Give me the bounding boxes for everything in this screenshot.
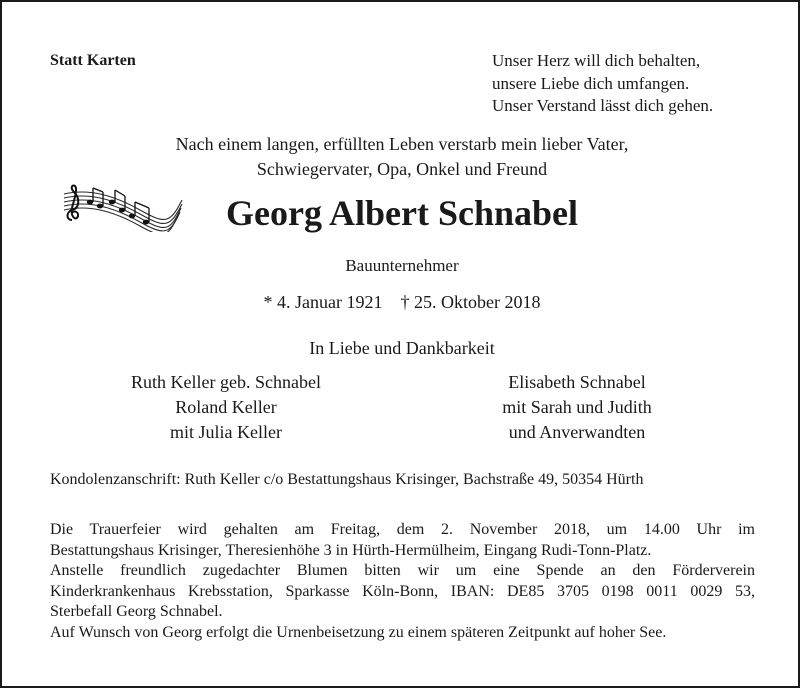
birth-date: * 4. Januar 1921 [263,292,383,312]
body-line: Anstelle freundlich zugedachter Blumen bitten wir um eine Spende an den Förderverein [50,562,755,579]
verse [492,50,713,118]
mourners-right [442,370,712,445]
body-line: Sterbefall Georg Schnabel. [50,603,223,620]
occupation: Bauunternehmer [345,256,459,275]
body-line: Kinderkrankenhaus Krebsstation, Sparkasse Köln-Bonn, IBAN: DE85 3705 0198 0011 0029 53, [50,582,755,600]
mourner: mit Julia Keller [170,422,282,442]
death-date: † 25. Oktober 2018 [400,292,541,312]
life-dates [2,292,800,313]
verse-line: Unser Herz will dich behalten, [492,51,701,70]
condolence-address: Kondolenzanschrift: Ruth Keller c/o Bestattungshaus Krisinger, Bachstraße 49, 50354 Hürth [50,471,644,488]
mourner: Roland Keller [175,397,277,417]
intro-line: Nach einem langen, erfüllten Leben verstarb mein lieber Vater, [175,134,629,154]
body-line: Die Trauerfeier wird gehalten am Freitag, dem 2. November 2018, um 14.00 Uhr im [50,521,755,538]
love-line: In Liebe und Dankbarkeit [309,338,495,358]
body-line: Bestattungshaus Krisinger, Theresienhöhe 3 in Hürth-Hermülheim, Eingang Rudi-Tonn-Platz. [50,541,652,559]
verse-line: Unser Verstand lässt dich gehen. [492,96,714,115]
mourner: Elisabeth Schnabel [508,372,646,392]
mourners-left [86,370,366,445]
deceased-name: Georg Albert Schnabel [226,193,578,233]
body-line: Auf Wunsch von Georg erfolgt die Urnenbeisetzung zu einem späteren Zeitpunkt auf hoher See. [50,623,667,641]
intro-text [2,132,800,182]
mourner: Ruth Keller geb. Schnabel [131,372,321,392]
verse-line: unsere Liebe dich umfangen. [492,73,690,93]
service-details [50,520,755,643]
mourner: mit Sarah und Judith [502,397,652,417]
header-statt-karten: Statt Karten [50,52,136,69]
mourner: und Anverwandten [508,422,646,442]
intro-line: Schwiegervater, Opa, Onkel und Freund [256,159,548,179]
